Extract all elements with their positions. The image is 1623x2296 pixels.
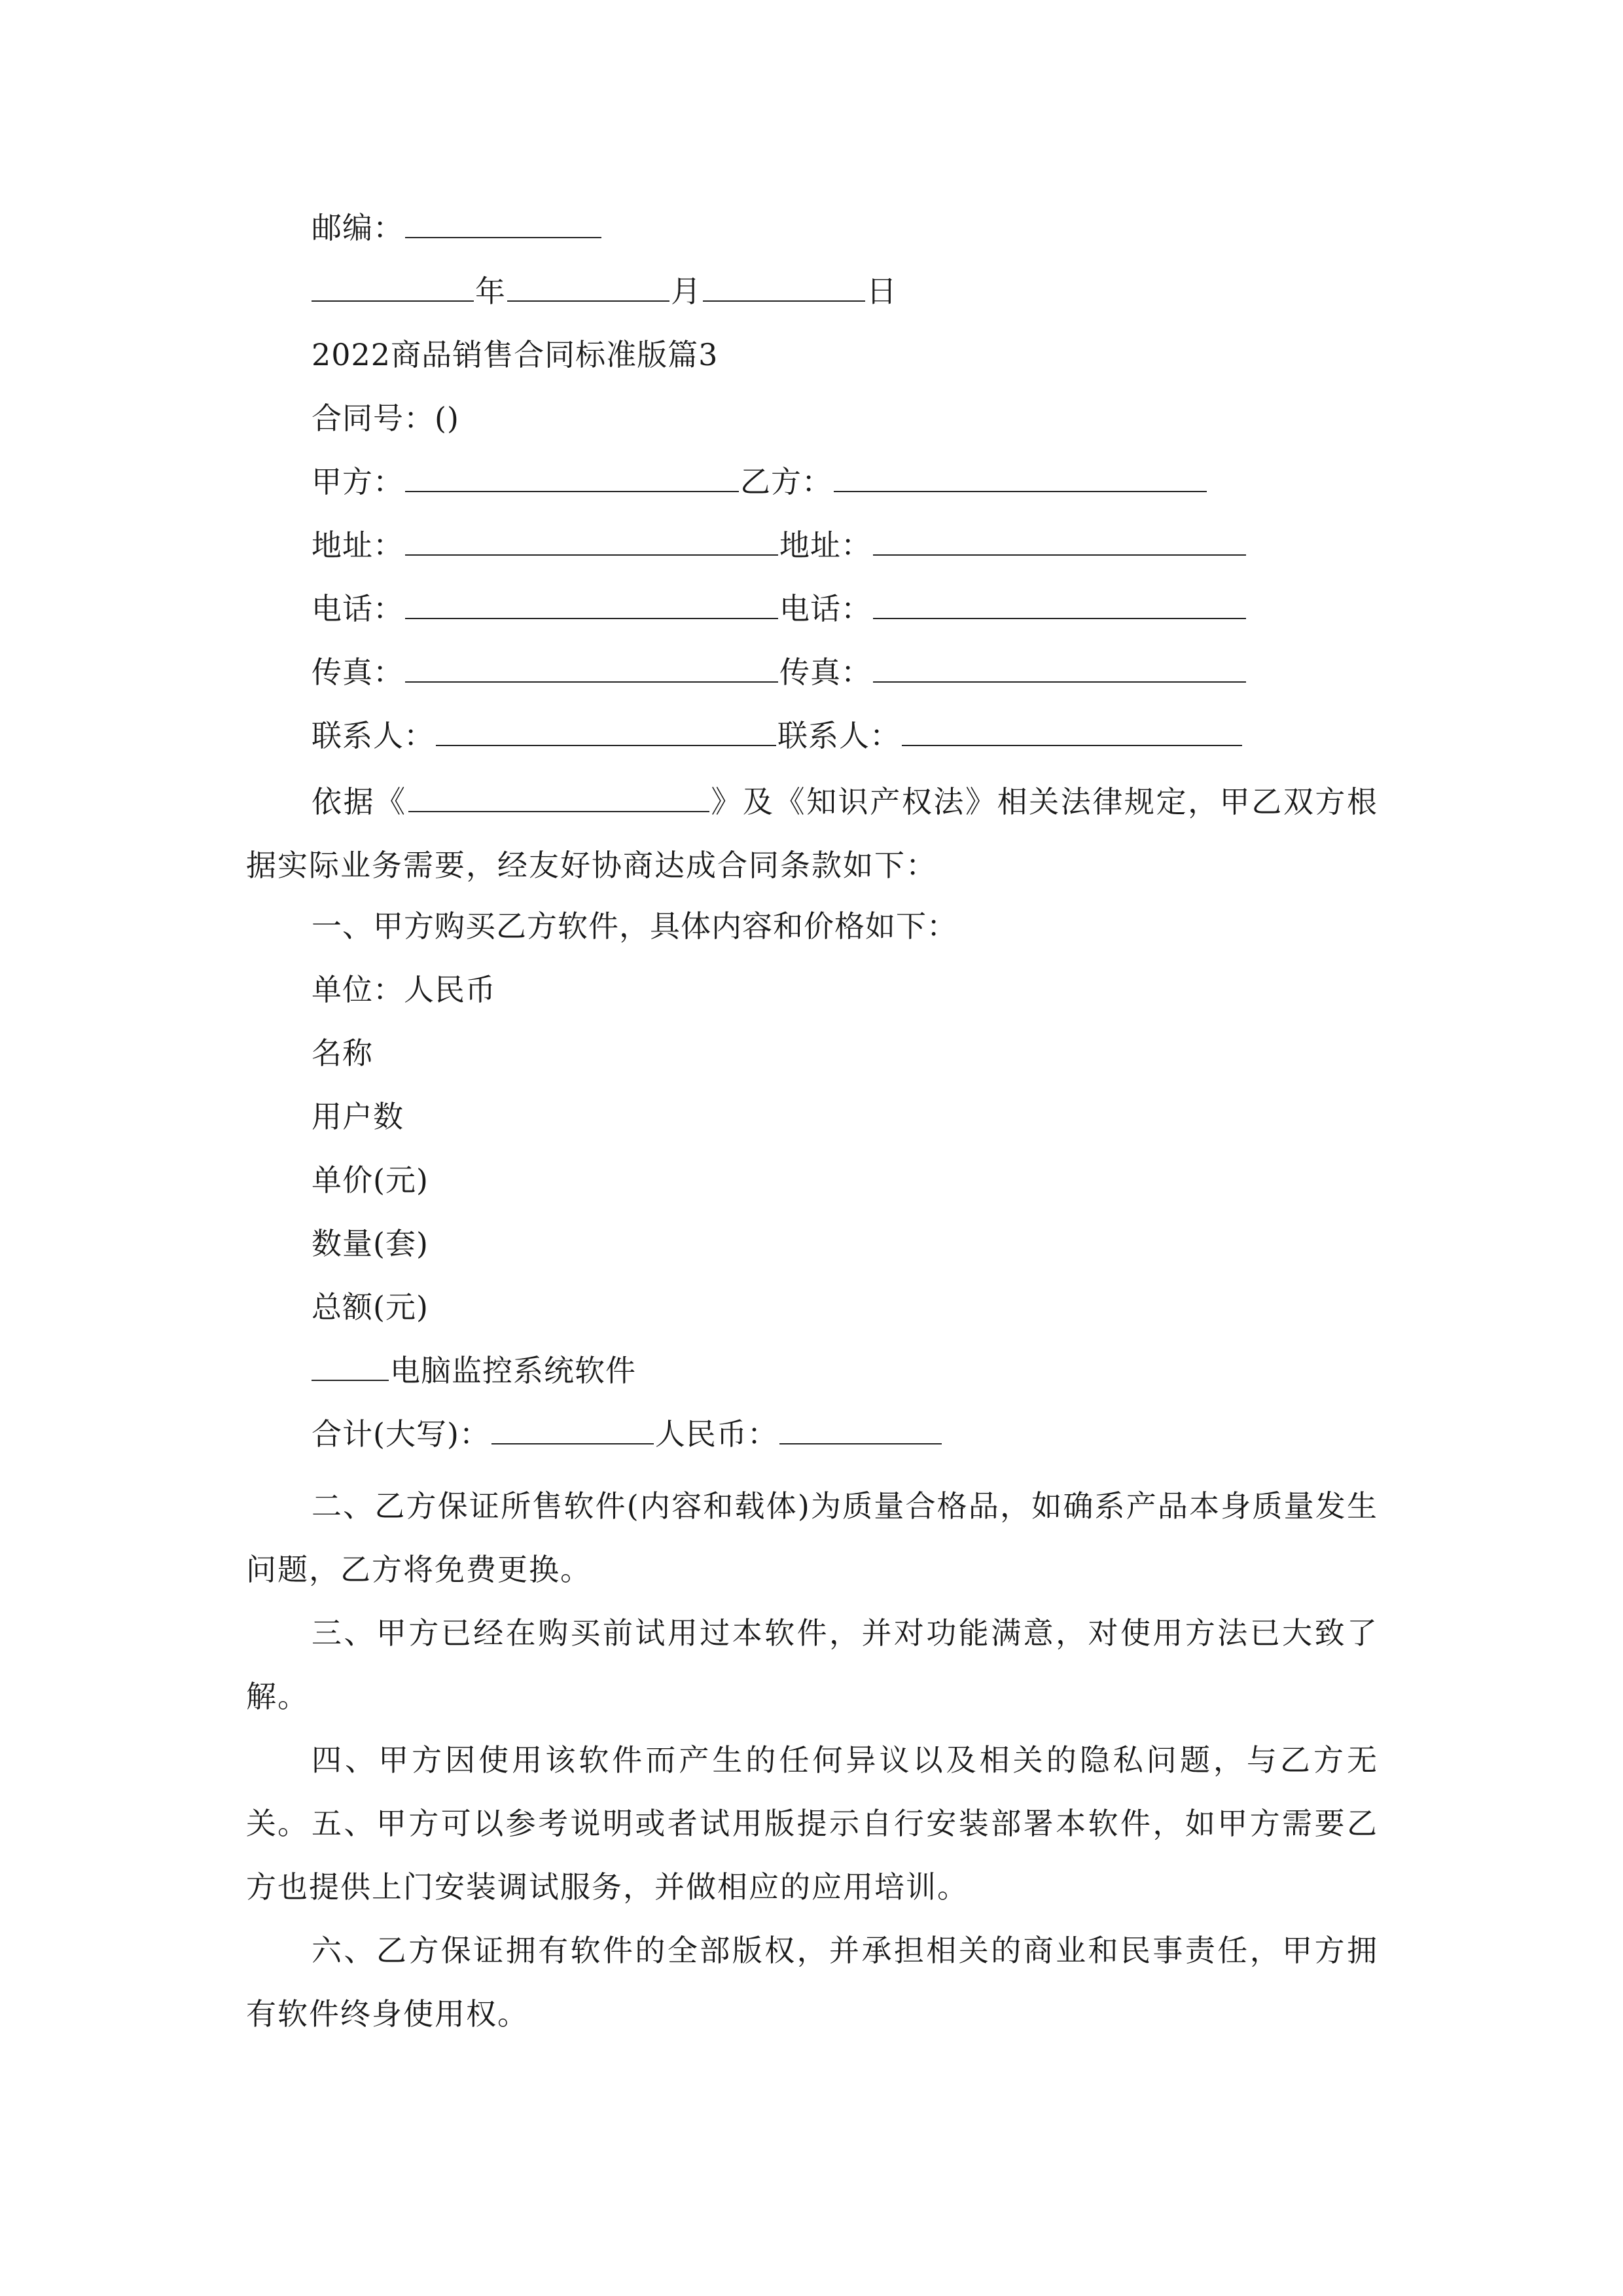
fax-a-label: 传真： xyxy=(312,655,404,690)
postcode-line xyxy=(312,208,603,247)
day-label: 日 xyxy=(866,274,897,309)
rmb-label: 人民币： xyxy=(654,1416,778,1452)
clause-6: 六、乙方保证拥有软件的全部版权，并承担相关的商业和民事责任，甲方拥有软件终身使用权。 xyxy=(246,1933,1378,2032)
party-b-blank[interactable] xyxy=(834,462,1207,492)
contact-a-label: 联系人： xyxy=(312,718,435,753)
clause-5: 五、甲方可以参考说明或者试用版提示自行安装部署本软件，如甲方需要乙方也提供上门安装调试服务，并做相应的应用培训。 xyxy=(246,1806,1378,1905)
year-label: 年 xyxy=(475,274,506,309)
phone-a-label: 电话： xyxy=(312,591,404,626)
contact-b-label: 联系人： xyxy=(777,718,901,753)
clause-3: 三、甲方已经在购买前试用过本软件，并对功能满意，对使用方法已大致了解。 xyxy=(246,1615,1378,1714)
clause-4: 四、甲方因使用该软件而产生的任何异议以及相关的隐私问题，与乙方无关。 xyxy=(246,1742,1378,1841)
party-line xyxy=(312,462,1208,501)
table-header-name: 名称 xyxy=(312,1035,373,1071)
law-name-blank[interactable] xyxy=(408,782,709,812)
contact-line xyxy=(312,716,1243,755)
year-blank[interactable] xyxy=(312,272,474,302)
clause-1: 一、甲方购买乙方软件，具体内容和价格如下： xyxy=(312,908,957,944)
fax-line xyxy=(312,653,1247,692)
fax-a-blank[interactable] xyxy=(405,653,778,683)
month-label: 月 xyxy=(671,274,702,309)
party-a-label: 甲方： xyxy=(312,464,404,499)
phone-b-label: 电话： xyxy=(779,591,872,626)
clause-2: 二、乙方保证所售软件(内容和载体)为质量合格品，如确系产品本身质量发生问题，乙方将免费更换。 xyxy=(246,1488,1378,1587)
total-words-blank[interactable] xyxy=(491,1414,654,1444)
unit-line: 单位：人民币 xyxy=(312,972,496,1007)
postcode-blank[interactable] xyxy=(405,208,601,238)
total-line xyxy=(312,1414,943,1454)
contract-number-line: 合同号：() xyxy=(312,401,459,436)
table-header-quantity: 数量(套) xyxy=(312,1226,429,1261)
table-header-unit-price: 单价(元) xyxy=(312,1162,429,1198)
basis-paragraph xyxy=(246,770,1378,897)
month-blank[interactable] xyxy=(507,272,669,302)
contact-b-blank[interactable] xyxy=(902,716,1242,746)
fax-b-label: 传真： xyxy=(779,655,872,690)
fax-b-blank[interactable] xyxy=(873,653,1246,683)
day-blank[interactable] xyxy=(703,272,865,302)
product-line xyxy=(312,1351,636,1390)
product-name: 电脑监控系统软件 xyxy=(390,1353,636,1388)
date-line xyxy=(312,272,897,311)
phone-b-blank[interactable] xyxy=(873,589,1246,619)
party-a-blank[interactable] xyxy=(405,462,739,492)
section-title: 2022商品销售合同标准版篇3 xyxy=(312,337,719,372)
address-b-blank[interactable] xyxy=(873,526,1246,556)
rmb-amount-blank[interactable] xyxy=(779,1414,942,1444)
address-line xyxy=(312,526,1247,565)
address-b-label: 地址： xyxy=(779,528,872,563)
postcode-label: 邮编： xyxy=(312,210,404,245)
phone-line xyxy=(312,589,1247,628)
table-header-total: 总额(元) xyxy=(312,1289,429,1325)
basis-suffix: 》及《知识产权法》相关法律规定，甲乙双方根据实际业务需要，经友好协商达成合同条款如下： xyxy=(246,784,1378,883)
table-header-users: 用户数 xyxy=(312,1099,404,1134)
basis-prefix: 依据《 xyxy=(312,784,407,819)
phone-a-blank[interactable] xyxy=(405,589,778,619)
product-blank[interactable] xyxy=(312,1351,389,1381)
address-a-blank[interactable] xyxy=(405,526,778,556)
address-a-label: 地址： xyxy=(312,528,404,563)
total-label: 合计(大写)： xyxy=(312,1416,490,1452)
party-b-label: 乙方： xyxy=(740,464,832,499)
contact-a-blank[interactable] xyxy=(436,716,776,746)
